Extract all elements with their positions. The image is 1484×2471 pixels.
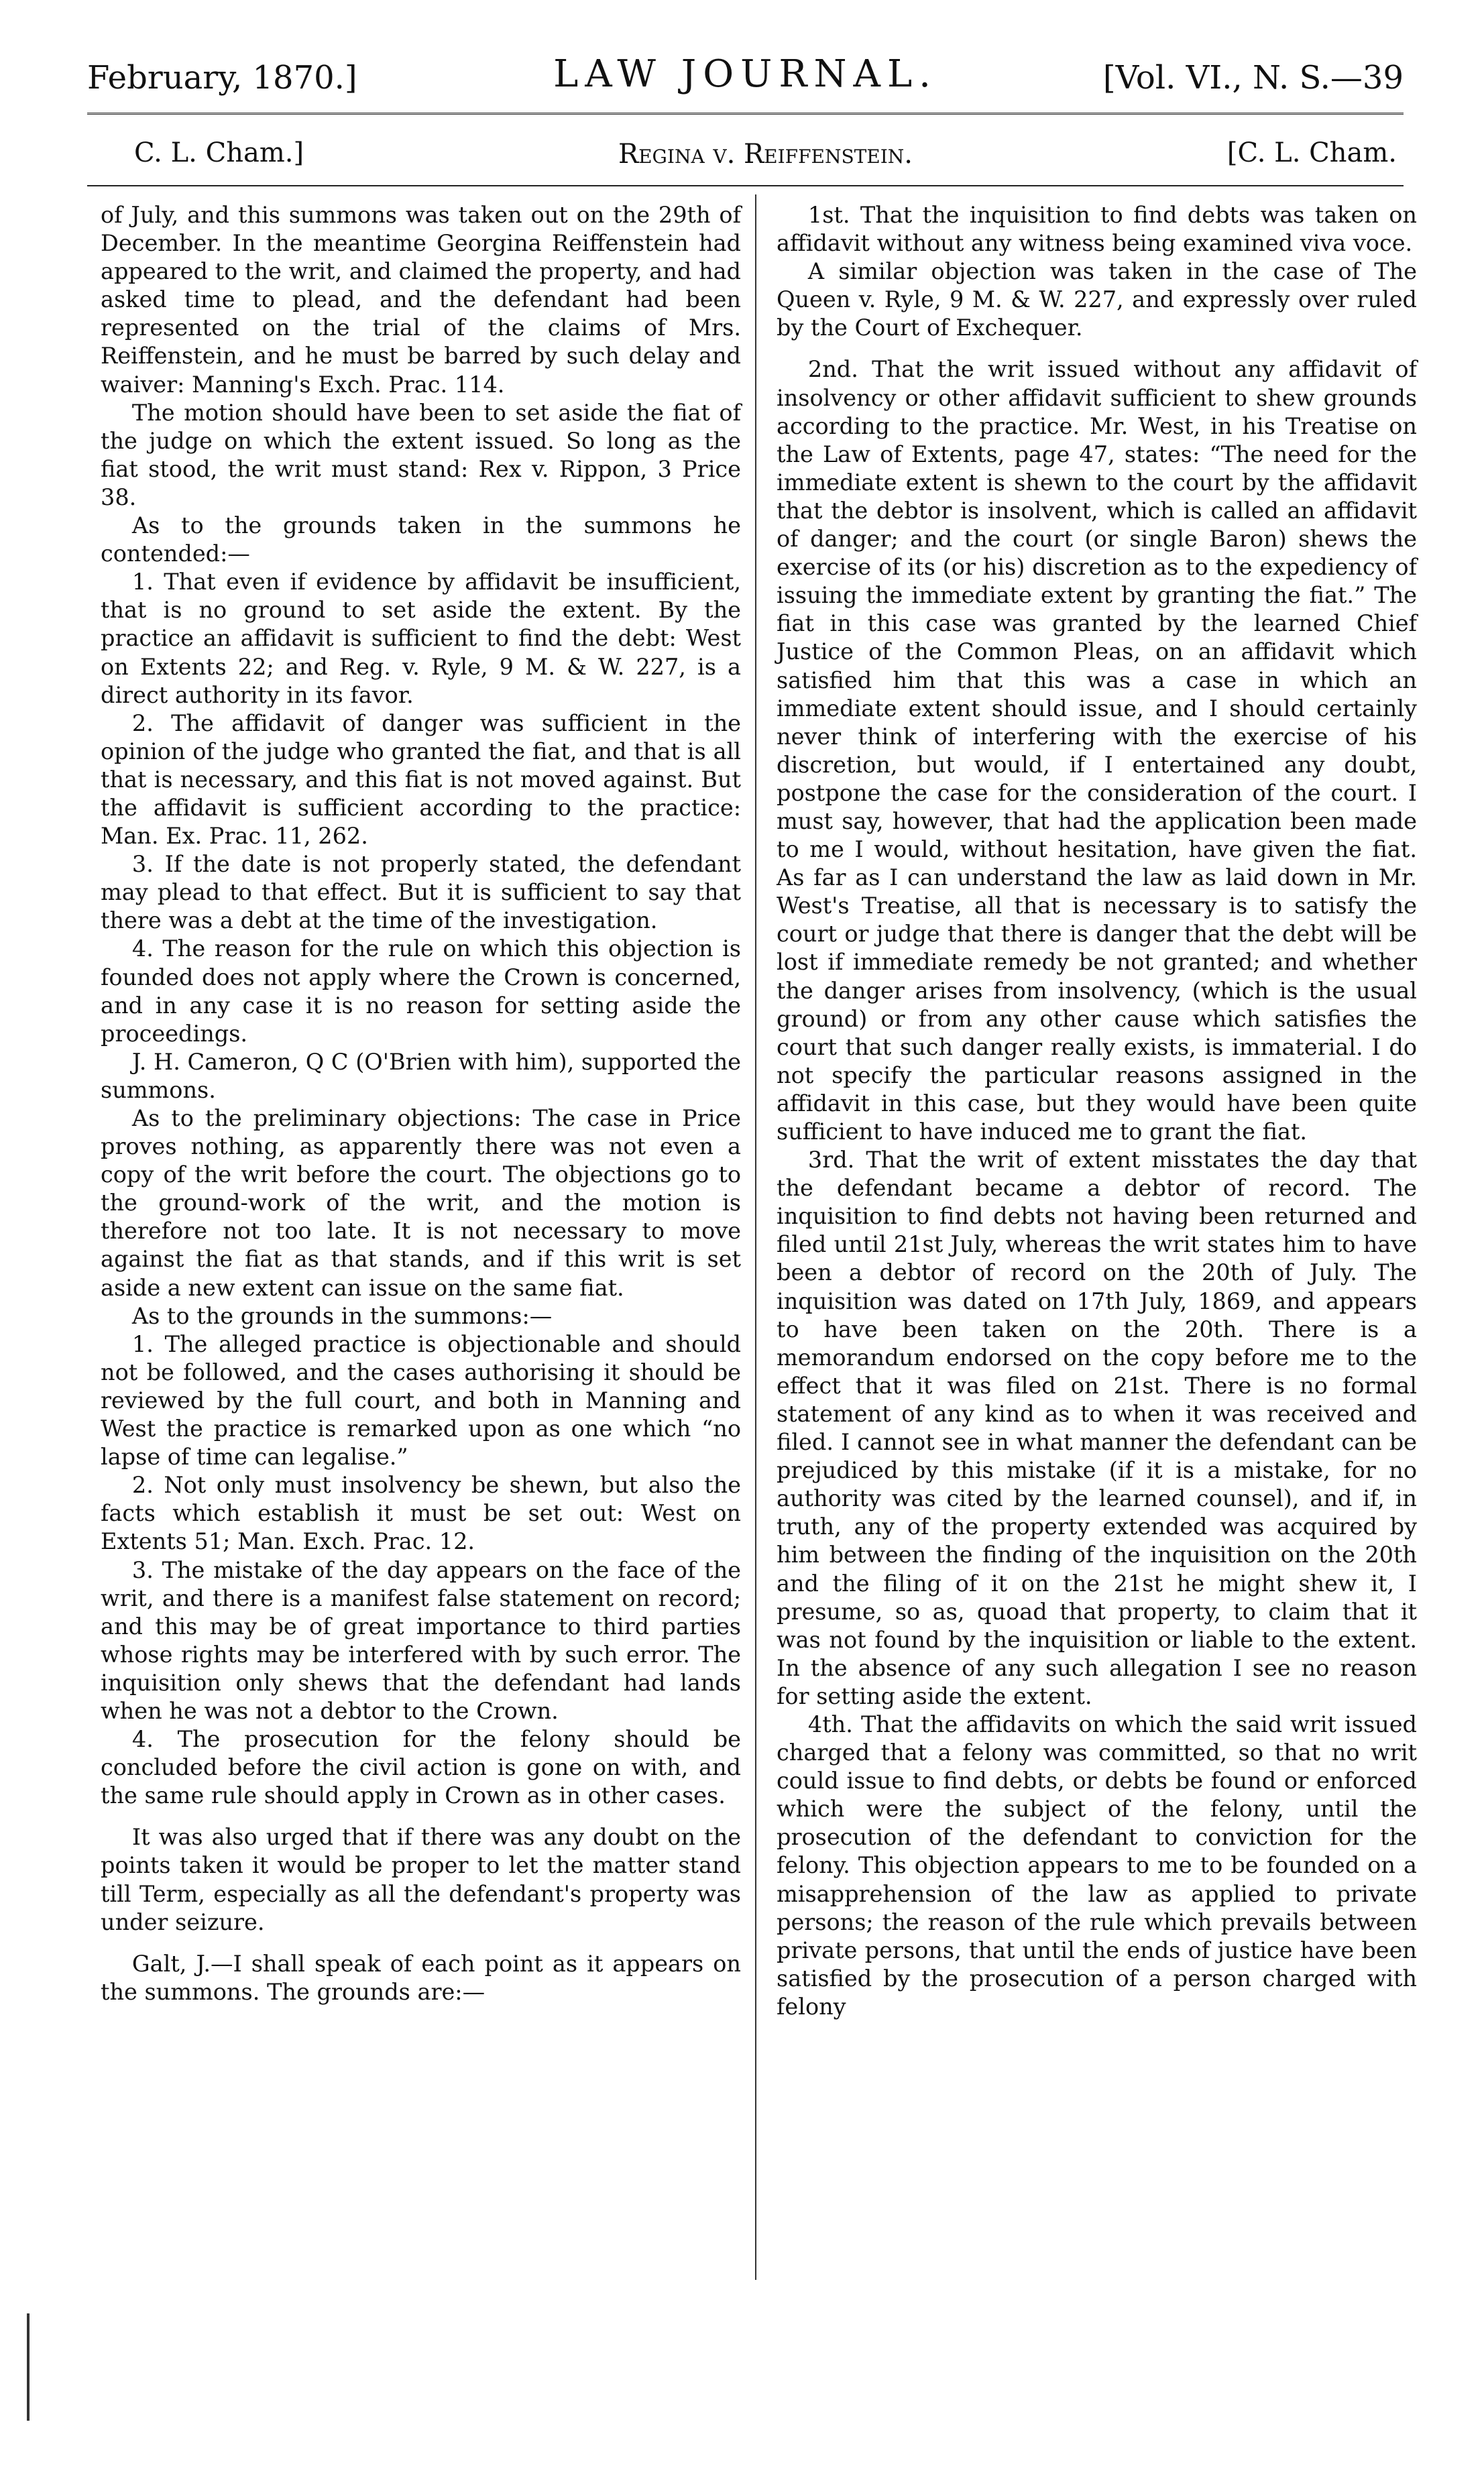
running-header <box>87 52 1404 106</box>
paragraph: As to the preliminary objections: The case in Price proves nothing, as apparently there was not even a copy of the writ before the court. The objections go to the ground-work of the writ, and the motion is therefore not too late. It is not necessary to move against the fiat as that stands, and if this writ is set aside a new extent can issue on the same fiat. <box>101 1105 741 1301</box>
paragraph: 3rd. That the writ of extent misstates the day that the defendant became a debtor of record. The inquisition to find debts not having been returned and filed until 21st July, whereas the writ states him to have been a debtor of record on the 20th of July. The inquisition was dated on 17th July, 1869, and appears to have been taken on the 20th. There is a memorandum endorsed on the copy before me to the effect that it was filed on 21st. There is no formal statement of any kind as to when it was received and filed. I cannot see in what manner the defendant can be prejudiced by this mistake (if it is a mistake, for no authority was cited by the learned counsel), and if, in truth, any of the property extended was acquired by him between the finding of the inquisition on the 20th and the filing of it on the 21st he might shew it, I presume, so as, quoad that property, to claim that it was not found by the inquisition or liable to the extent. In the absence of any such allegation I see no reason for setting aside the extent. <box>777 1147 1417 1709</box>
paragraph: 2nd. That the writ issued without any affidavit of insolvency or other affidavit sufficient to shew grounds according to the practice. Mr. West, in his Treatise on the Law of Extents, page 47, states: “The need for the immediate extent is shewn to the court by the affidavit that the debtor is insolvent, which is called an affidavit of danger; and the court (or single Baron) shews the exercise of its (or his) discretion as to the expediency of issuing the immediate extent by granting the fiat.” The fiat in this case was granted by the learned Chief Justice of the Common Pleas, on an affidavit which satisfied him that this was a case in which an immediate extent should issue, and I should certainly never think of interfering with the exercise of his discretion, but would, if I entertained any doubt, postpone the case for the consideration of the court. I must say, however, that had the application been made to me I would, without hesitation, have given the fiat. As far as I can understand the law as laid down in Mr. West's Treatise, all that is necessary is to satisfy the court or judge that there is danger that the debt will be lost if immediate remedy be not granted; and whether the danger arises from insolvency, (which is the usual ground) or from any other cause which satisfies the court that such danger really exists, is immaterial. I do not specify the particular reasons assigned in the affidavit in this case, but they would have been quite sufficient to have induced me to grant the fiat. <box>777 356 1417 1145</box>
paragraph: As to the grounds taken in the summons he contended:— <box>101 512 741 567</box>
paragraph: 2. The affidavit of danger was sufficient in the opinion of the judge who granted the fiat, and that is all that is necessary, and this fiat is not moved against. But the affidavit is sufficient according to the practice: Man. Ex. Prac. 11, 262. <box>101 709 741 850</box>
paragraph: 2. Not only must insolvency be shewn, but also the facts which establish it must be set out: West on Extents 51; Man. Exch. Prac. 12. <box>101 1472 741 1555</box>
journal-title: LAW JOURNAL. <box>553 52 937 96</box>
paragraph: 1. The alleged practice is objectionable and should not be followed, and the cases authorising it should be reviewed by the full court, and both in Manning and West the practice is remarked upon as one which “no lapse of time can legalise.” <box>101 1330 741 1471</box>
case-header-rule <box>87 185 1404 186</box>
right-column <box>777 201 1417 2021</box>
paragraph: The motion should have been to set aside the fiat of the judge on which the extent issued. So long as the fiat stood, the writ must stand: Rex v. Rippon, 3 Price 38. <box>101 399 741 510</box>
paragraph: 4. The prosecution for the felony should be concluded before the civil action is gone on with, and the same rule should apply in Crown as in other cases. <box>101 1726 741 1809</box>
paragraph: Galt, J.—I shall speak of each point as it appears on the summons. The grounds are:— <box>101 1950 741 2005</box>
paragraph: 4. The reason for the rule on which this objection is founded does not apply where the Crown is concerned, and in any case it is no reason for setting aside the proceedings. <box>101 935 741 1047</box>
volume-page: [Vol. VI., N. S.—39 <box>1102 59 1404 97</box>
paragraph: of July, and this summons was taken out on the 29th of December. In the meantime Georgina Reiffenstein had appeared to the writ, and claimed the property, and had asked time to plead, and the defendant had been represented on the trial of the claims of Mrs. Reiffenstein, and he must be barred by such delay and waiver: Manning's Exch. Prac. 114. <box>101 202 741 398</box>
column-divider <box>755 194 756 2280</box>
header-rule <box>87 113 1404 119</box>
paragraph: As to the grounds in the summons:— <box>131 1302 553 1329</box>
case-title: Regina v. Reiffenstein. <box>618 139 913 170</box>
paragraph: 3. The mistake of the day appears on the face of the writ, and there is a manifest false statement on record; and this may be of great importance to third parties whose rights may be interfered with by such error. The inquisition only shews that the defendant had lands when he was not a debtor to the Crown. <box>101 1556 741 1724</box>
margin-mark <box>27 2313 30 2421</box>
paragraph: 3. If the date is not properly stated, the defendant may plead to that effect. But it is sufficient to say that there was a debt at the time of the investigation. <box>101 851 741 934</box>
issue-date: February, 1870.] <box>87 59 357 97</box>
paragraph: J. H. Cameron, Q C (O'Brien with him), supported the summons. <box>101 1048 741 1103</box>
paragraph: 1. That even if evidence by affidavit be insufficient, that is no ground to set aside the extent. By the practice an affidavit is sufficient to find the debt: West on Extents 22; and Reg. v. Ryle, 9 M. & W. 227, is a direct authority in its favor. <box>101 569 741 708</box>
paragraph: 1st. That the inquisition to find debts was taken on affidavit without any witness being examined viva voce. <box>777 202 1417 257</box>
case-header <box>134 137 1397 178</box>
court-right: [C. L. Cham. <box>1226 137 1397 168</box>
left-column <box>101 201 741 2006</box>
court-left: C. L. Cham.] <box>134 137 304 168</box>
paragraph: 4th. That the affidavits on which the said writ issued charged that a felony was committed, so that no writ could issue to find debts, or debts be found or enforced which were the subject of the felony, until the prosecution of the defendant to conviction for the felony. This objection appears to me to be founded on a misapprehension of the law as applied to private persons; the reason of the rule which prevails between private persons, that until the ends of justice have been satisfied by the prosecution of a person charged with felony <box>777 1711 1417 2020</box>
paragraph: It was also urged that if there was any doubt on the points taken it would be proper to let the matter stand till Term, especially as all the defendant's property was under seizure. <box>101 1824 741 1935</box>
paragraph: A similar objection was taken in the case of The Queen v. Ryle, 9 M. & W. 227, and expressly over ruled by the Court of Exchequer. <box>777 258 1417 341</box>
